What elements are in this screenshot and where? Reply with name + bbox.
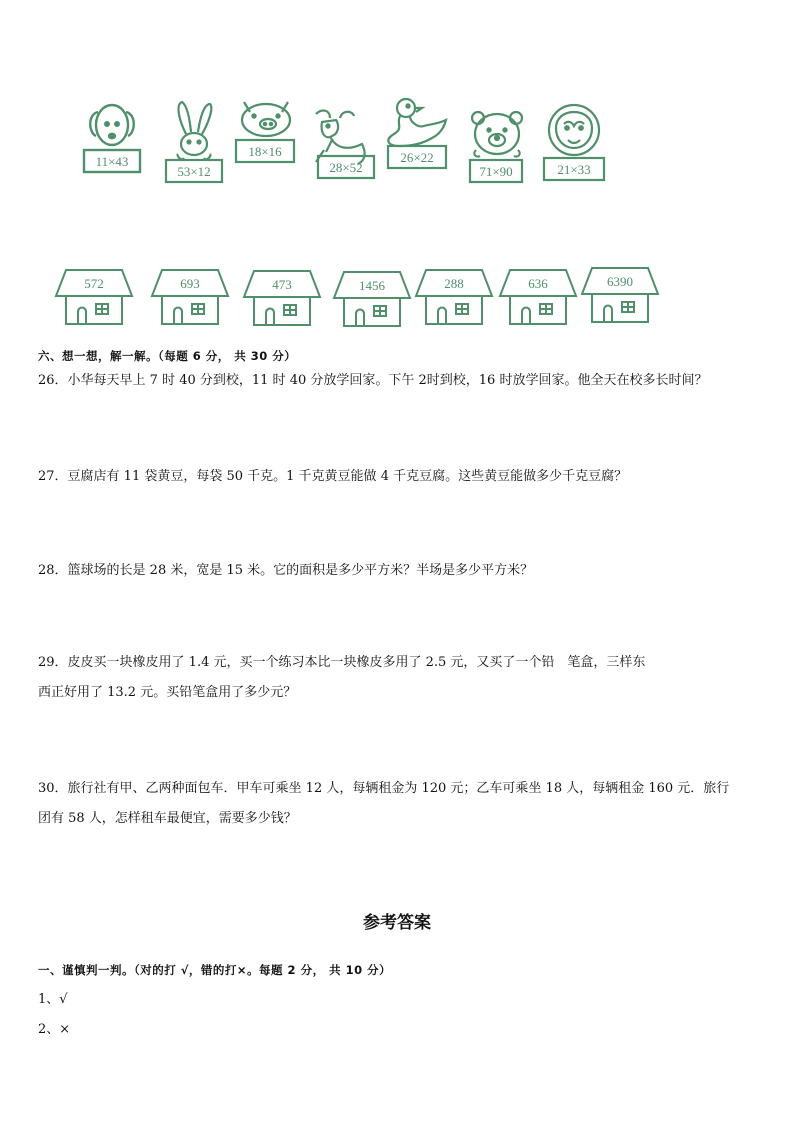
duck-icon <box>380 94 452 170</box>
animal-card-goat <box>306 106 376 188</box>
animal-expression: 21×33 <box>557 162 591 177</box>
answer-section-heading: 一、谨慎判一判。（对的打 √，错的打×。每题 2 分， 共 10 分） <box>38 963 392 977</box>
bear-icon <box>466 110 528 186</box>
house-icon <box>244 271 320 325</box>
house-value: 473 <box>272 277 292 292</box>
house-value: 636 <box>528 276 548 291</box>
animal-card-pig <box>234 96 298 168</box>
answer-key-title: 参考答案 <box>363 913 431 933</box>
rabbit-icon <box>162 98 226 188</box>
animal-expression: 71×90 <box>479 164 513 179</box>
house-value: 6390 <box>607 274 633 289</box>
house-icon <box>500 270 576 324</box>
animal-cards-row <box>70 92 630 192</box>
animal-expression: 18×16 <box>248 144 282 159</box>
house-icon <box>152 270 228 324</box>
animal-card-dog <box>76 98 146 180</box>
house-value: 1456 <box>359 278 385 293</box>
animal-card-bear <box>466 110 528 186</box>
house-icon <box>334 272 410 326</box>
pig-icon <box>234 96 298 168</box>
animal-expression: 26×22 <box>400 150 434 165</box>
question-30 <box>38 774 729 834</box>
house-value: 572 <box>84 276 104 291</box>
monkey-icon <box>538 102 610 182</box>
house-icon <box>582 268 658 322</box>
answer-item-2: 2、× <box>38 1022 71 1037</box>
animal-expression: 11×43 <box>95 154 129 169</box>
house-value: 288 <box>444 276 464 291</box>
animal-card-monkey <box>538 102 610 182</box>
dog-icon <box>76 98 146 180</box>
question-29 <box>38 648 645 708</box>
question-29-line-1: 29．皮皮买一块橡皮用了 1.4 元，买一个练习本比一块橡皮多用了 2.5 元，又买了一个铅 笔盒，三样东 <box>38 655 646 670</box>
goat-icon <box>306 106 376 188</box>
question-30-line-1: 30．旅行社有甲、乙两种面包车．甲车可乘坐 12 人，每辆租金为 120 元；乙车可乘坐 18 人，每辆租金 160 元．旅行 <box>38 781 730 796</box>
section-heading: 六、想一想，解一解。（每题 6 分， 共 30 分） <box>38 349 297 363</box>
animal-expression: 53×12 <box>177 164 211 179</box>
question-26: 26．小华每天早上 7 时 40 分到校，11 时 40 分放学回家。下午 2时到校，16 时放学回家。他全天在校多长时间？ <box>38 373 708 388</box>
animal-card-duck <box>380 94 452 170</box>
question-28: 28．篮球场的长是 28 米，宽是 15 米。它的面积是多少平方米？半场是多少平方米？ <box>38 563 534 578</box>
question-27: 27．豆腐店有 11 袋黄豆，每袋 50 千克。1 千克黄豆能做 4 千克豆腐。这些黄豆能做多少千克豆腐？ <box>38 469 628 484</box>
house-value: 693 <box>180 276 200 291</box>
house-icon <box>56 270 132 324</box>
houses-illustration <box>50 258 670 328</box>
houses-row <box>50 258 670 328</box>
animal-card-rabbit <box>162 98 226 188</box>
question-30-line-2: 团有 58 人，怎样租车最便宜，需要多少钱？ <box>38 811 297 826</box>
house-icon <box>416 270 492 324</box>
question-29-line-2: 西正好用了 13.2 元。买铅笔盒用了多少元？ <box>38 685 297 700</box>
animal-expression: 28×52 <box>329 160 363 175</box>
answer-item-1: 1、√ <box>38 992 68 1007</box>
